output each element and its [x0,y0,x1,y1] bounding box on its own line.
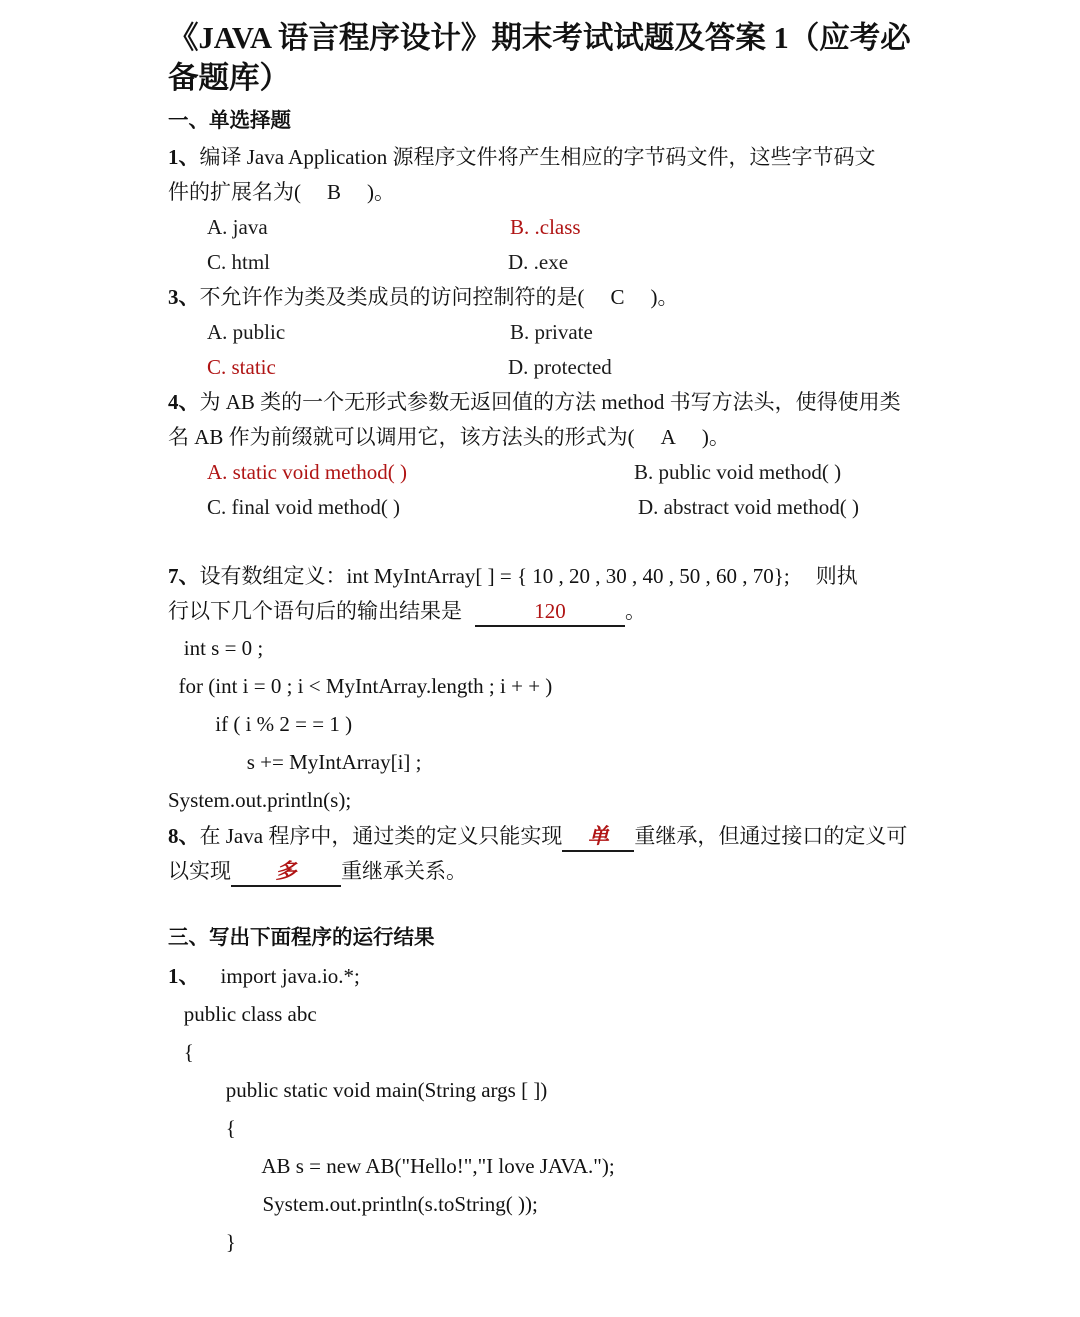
section-three-item-number: 1、 [168,964,200,988]
question-1-option-c: C. html [207,250,271,274]
question-4-option-a: A. static void method( ) [207,460,408,484]
question-3-stem [168,280,928,315]
question-3-options-row-2 [168,350,928,385]
question-4-stem-line2-pre: 名 AB 作为前缀就可以调用它，该方法头的形式为( [168,425,635,449]
vertical-spacer [168,525,928,559]
question-1-stem [168,140,928,210]
question-7-stem-line1: 设有数组定义：int MyIntArray[ ] = { 10 , 20 , 30 , 40 , 50 , 60 , 70}; [199,564,790,588]
question-7-code-line-1: int s = 0 ; [168,636,264,660]
section-three-code-line-6: AB s = new AB("Hello!","I love JAVA."); [168,1154,615,1178]
question-7-stem-line2-pre: 行以下几个语句后的输出结果是 [168,599,462,623]
vertical-spacer [168,889,928,915]
page-content [168,18,928,1261]
question-3-option-a: A. public [207,320,286,344]
page-title: 《JAVA 语言程序设计》期末考试试题及答案 1（应考必备题库） [168,21,911,95]
section-three-code-line-8: } [168,1230,236,1254]
question-3-option-b: B. private [510,320,593,344]
question-4-stem [168,385,928,455]
question-1-number: 1、 [168,145,200,169]
section-three-code-line-7: System.out.println(s.toString( )); [168,1192,538,1216]
question-4-option-c: C. final void method( ) [207,495,401,519]
question-3-options-row-1 [168,315,928,350]
question-7-stem [168,559,928,629]
question-1-stem-line1: 编译 Java Application 源程序文件将产生相应的字节码文件，这些字节码文 [199,145,876,169]
question-4-option-b: B. public void method( ) [634,460,842,484]
question-7-code-line-5: System.out.println(s); [168,788,352,812]
question-7-number: 7、 [168,564,200,588]
question-1-stem-line2-pre: 件的扩展名为( [168,180,301,204]
question-1-options-row-1 [168,210,928,245]
question-7-answer-blank: 120 [475,597,625,627]
question-1-options-row-2 [168,245,928,280]
question-8-answer-blank-1: 单 [562,822,634,852]
question-3-stem-post: )。 [650,285,679,309]
section-three-code-line-2: public class abc [168,1002,317,1026]
question-4-answer-mark: A [660,425,676,449]
question-3-option-d: D. protected [508,355,612,379]
section-heading-one: 一、单选择题 [168,109,291,132]
question-4-stem-line1: 为 AB 类的一个无形式参数无返回值的方法 method 书写方法头，使得使用类 [199,390,901,414]
section-three-code-line-1: import java.io.*; [199,964,360,988]
question-8-line2-pre: 以实现 [168,859,231,883]
question-4-option-d: D. abstract void method( ) [638,495,860,519]
question-8-line1-mid: 重继承，但通过接口的定义可 [634,824,908,848]
section-three-code-line-4: public static void main(String args [ ]) [168,1078,548,1102]
question-1-stem-line2-post: )。 [367,180,396,204]
question-1-answer-mark: B [327,180,342,204]
section-three-item-1 [168,957,928,995]
question-8-number: 8、 [168,824,200,848]
question-8-answer-blank-2: 多 [231,857,341,887]
question-4-number: 4、 [168,390,200,414]
question-7-code-line-3: if ( i % 2 = = 1 ) [168,712,353,736]
question-1-option-a: A. java [207,215,268,239]
question-8-line2-post: 重继承关系。 [341,859,467,883]
question-8-line1-pre: 在 Java 程序中，通过类的定义只能实现 [199,824,563,848]
question-7-stem-line1-tail: 则执 [815,564,858,588]
section-heading-three: 三、写出下面程序的运行结果 [168,926,435,949]
section-three-code-line-3: { [168,1040,194,1064]
question-4-options-row-2 [168,490,928,525]
question-7-code-line-2: for (int i = 0 ; i < MyIntArray.length ; i + + ) [168,674,553,698]
question-7-stem-line2-post: 。 [625,599,646,623]
question-3-answer-mark: C [610,285,625,309]
question-7-code-line-4: s += MyIntArray[i] ; [168,750,422,774]
question-4-options-row-1 [168,455,928,490]
question-8-stem [168,819,928,889]
section-three-code-line-5: { [168,1116,236,1140]
question-3-option-c: C. static [207,355,276,379]
question-3-stem-pre: 不允许作为类及类成员的访问控制符的是( [199,285,585,309]
question-3-number: 3、 [168,285,200,309]
question-1-option-d: D. .exe [508,250,569,274]
question-1-option-b: B. .class [510,215,581,239]
question-4-stem-line2-post: )。 [701,425,730,449]
